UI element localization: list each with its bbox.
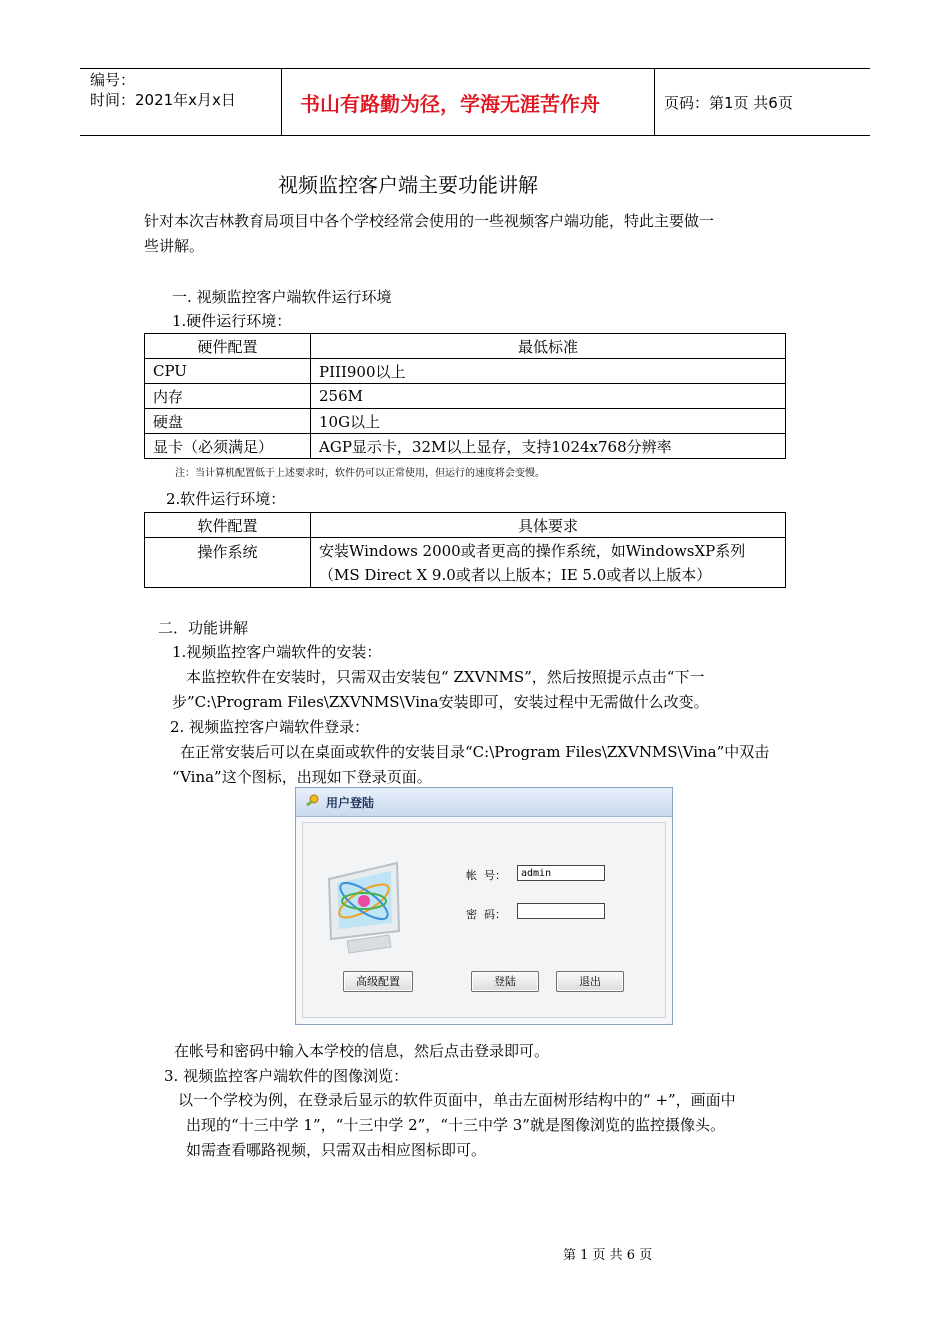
header-page-info: 页码：第1页 共6页 <box>664 94 793 112</box>
exit-button[interactable]: 退出 <box>556 971 624 992</box>
table-cell: CPU <box>145 359 311 384</box>
table-header-row <box>145 334 786 359</box>
table-cell: AGP显示卡，32M以上显存，支持1024x768分辨率 <box>311 434 786 459</box>
table-header-cell: 具体要求 <box>311 513 786 538</box>
page-footer: 第 1 页 共 6 页 <box>563 1248 653 1263</box>
login-button[interactable]: 登陆 <box>471 971 539 992</box>
doc-time-label: 时间：2021年x月x日 <box>90 91 236 109</box>
table-cell <box>311 538 786 588</box>
browse-text-line3: 如需查看哪路视频，只需双击相应图标即可。 <box>186 1141 487 1159</box>
section1-heading: 一. 视频监控客户端软件运行环境 <box>172 288 392 306</box>
table-header-cell: 软件配置 <box>145 513 311 538</box>
section2-heading: 二．功能讲解 <box>158 619 249 637</box>
login-dialog <box>295 787 673 1025</box>
login-dialog-titlebar <box>296 788 672 817</box>
table-cell: 10G以上 <box>311 409 786 434</box>
table-cell: PIII900以上 <box>311 359 786 384</box>
browse-text-line2: 出现的“十三中学 1”，“十三中学 2”，“十三中学 3”就是图像浏览的监控摄像头。 <box>186 1116 725 1134</box>
table-row <box>145 384 786 409</box>
install-text-line2: 步”C:\Program Files\ZXVNMS\Vina安装即可，安装过程中无需做什么改变。 <box>172 693 709 711</box>
table-cell: 256M <box>311 384 786 409</box>
table-row <box>145 409 786 434</box>
software-requirement-line2: （MS Direct X 9.0或者以上版本；IE 5.0或者以上版本） <box>319 565 712 584</box>
login-text-line2: “Vina”这个图标，出现如下登录页面。 <box>172 768 432 786</box>
advanced-config-button[interactable]: 高级配置 <box>343 971 413 992</box>
install-text-line1: 本监控软件在安装时，只需双击安装包“ ZXVNMS”，然后按照提示点击“下一 <box>186 668 705 686</box>
document-title: 视频监控客户端主要功能讲解 <box>278 173 538 197</box>
header-motto: 书山有路勤为径，学海无涯苦作舟 <box>300 92 600 116</box>
software-requirement-line1: 安装Windows 2000或者更高的操作系统，如WindowsXP系列 <box>319 541 746 560</box>
table-cell: 显卡（必须满足） <box>145 434 311 459</box>
login-dialog-body <box>302 822 666 1018</box>
software-heading: 2.软件运行环境： <box>166 490 286 508</box>
account-label: 帐 号： <box>466 869 506 882</box>
doc-number-label: 编号： <box>90 71 136 89</box>
password-input[interactable] <box>517 903 605 919</box>
table-header-cell: 硬件配置 <box>145 334 311 359</box>
table-row <box>145 434 786 459</box>
header-top-rule <box>80 68 870 69</box>
hardware-heading: 1.硬件运行环境： <box>172 312 292 330</box>
install-heading: 1.视频监控客户端软件的安装： <box>172 643 382 661</box>
header-bottom-rule <box>80 135 870 136</box>
header-divider-right <box>654 68 655 136</box>
table-cell: 内存 <box>145 384 311 409</box>
browse-heading: 3. 视频监控客户端软件的图像浏览： <box>164 1067 409 1085</box>
software-table <box>144 512 786 588</box>
login-heading: 2. 视频监控客户端软件登录： <box>170 718 370 736</box>
hardware-table <box>144 333 786 459</box>
table-cell: 操作系统 <box>145 538 311 588</box>
intro-paragraph-line2: 些讲解。 <box>144 237 205 255</box>
browse-text-line1: 以一个学校为例，在登录后显示的软件页面中，单击左面树形结构中的“ +”，画面中 <box>178 1091 736 1109</box>
table-row <box>145 538 786 588</box>
table-row <box>145 359 786 384</box>
after-login-text: 在帐号和密码中输入本学校的信息，然后点击登录即可。 <box>174 1042 550 1060</box>
intro-paragraph-line1: 针对本次吉林教育局项目中各个学校经常会使用的一些视频客户端功能，特此主要做一 <box>144 212 715 230</box>
login-text-line1: 在正常安装后可以在桌面或软件的安装目录“C:\Program Files\ZXVNMS\Vina”中双击 <box>180 743 770 761</box>
table-header-row <box>145 513 786 538</box>
table-header-cell: 最低标准 <box>311 334 786 359</box>
table-cell: 硬盘 <box>145 409 311 434</box>
monitor-atom-icon <box>319 857 411 957</box>
login-dialog-title: 用户登陆 <box>326 796 375 810</box>
header-divider-left <box>281 68 282 136</box>
password-label: 密 码： <box>466 908 506 921</box>
account-input[interactable]: admin <box>517 865 605 881</box>
user-key-icon <box>304 794 320 810</box>
hardware-note: 注：当计算机配置低于上述要求时，软件仍可以正常使用，但运行的速度将会变慢。 <box>175 468 545 479</box>
